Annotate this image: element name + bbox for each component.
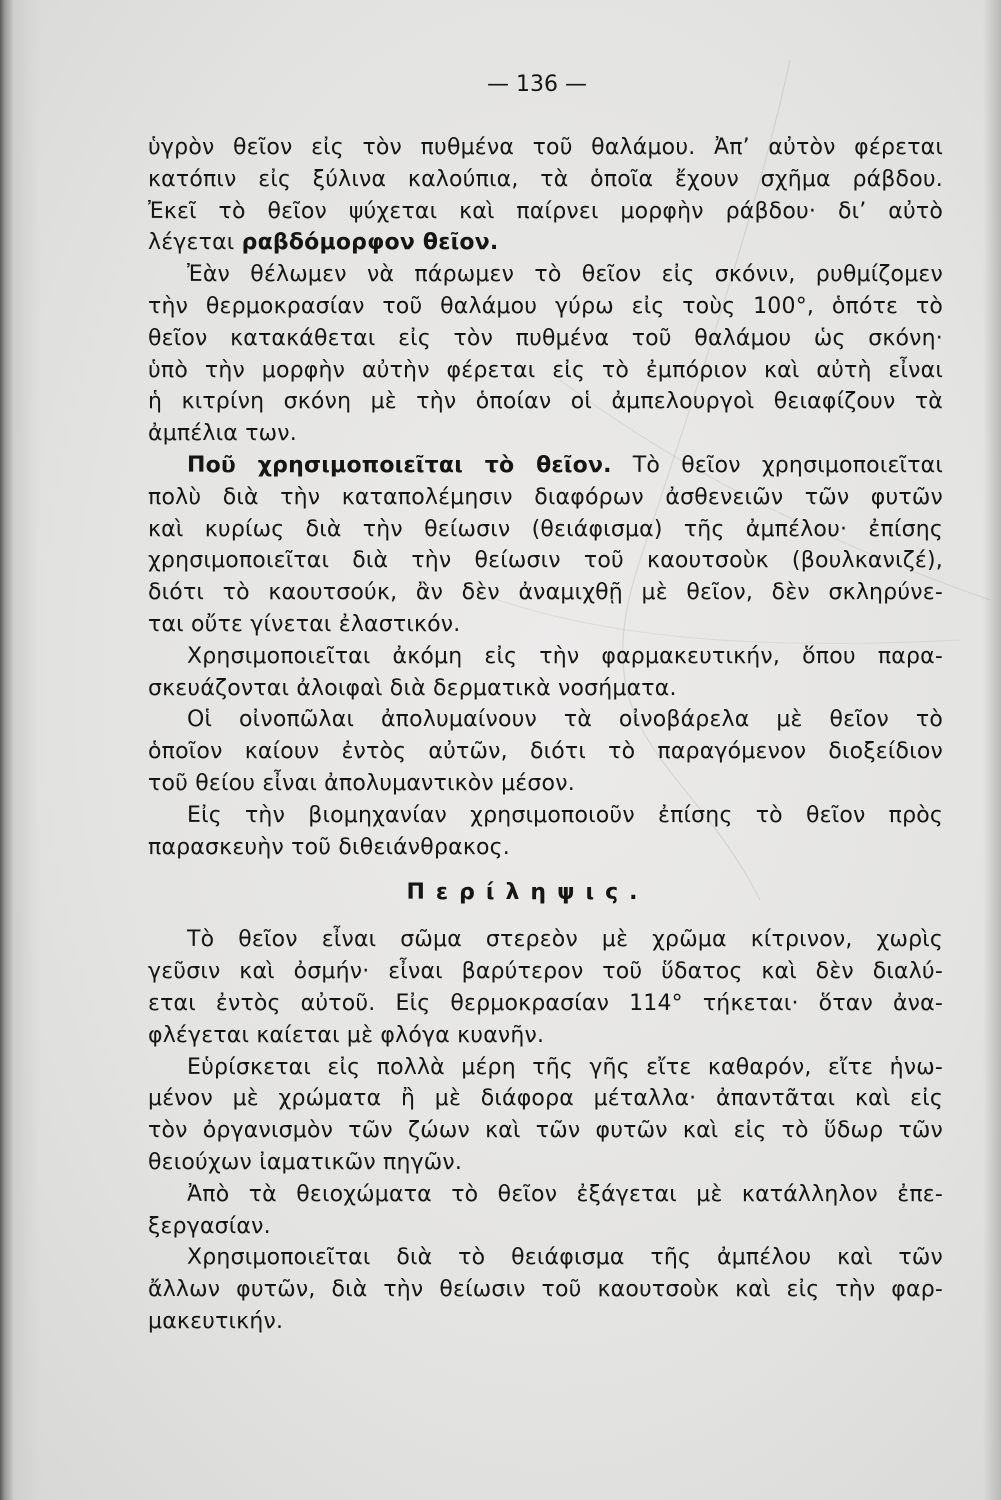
text-line: διότι τὸ καουτσούκ, ἂν δὲν ἀναμιχθῇ μὲ θεῖον, δὲν σκληρύνε- [148, 580, 943, 606]
paragraph [148, 924, 943, 1051]
text-line: ὑπὸ τὴν μορφὴν αὐτὴν φέρεται εἰς τὸ ἐμπόριον καὶ αὐτὴ εἶναι [148, 357, 943, 383]
text-line: γεῦσιν καὶ ὀσμήν· εἶναι βαρύτερον τοῦ ὕδατος καὶ δὲν διαλύ- [148, 959, 943, 985]
text-line: ἀμπέλια των. [148, 421, 297, 447]
emphasized-term: ραβδόμορφον θεῖον. [241, 230, 499, 256]
text-line [148, 227, 943, 259]
text-run: λέγεται [148, 230, 235, 256]
text-line [148, 450, 943, 482]
text-line: τὸν ὀργανισμὸν τῶν ζώων καὶ τῶν φυτῶν καὶ εἰς τὸ ὕδωρ τῶν [148, 1118, 943, 1144]
text-line: ὁποῖον καίουν ἐντὸς αὐτῶν, διότι τὸ παραγόμενον διοξείδιον [148, 739, 943, 765]
text-line: ξεργασίαν. [148, 1213, 271, 1239]
text-line: Χρησιμοποιεῖται διὰ τὸ θειάφισμα τῆς ἀμπέλου καὶ τῶν [187, 1245, 943, 1271]
text-line: κατόπιν εἰς ξύλινα καλούπια, τὰ ὁποῖα ἔχουν σχῆμα ράβδου. [148, 166, 943, 192]
paragraph [148, 132, 943, 259]
text-line: πολὺ διὰ τὴν καταπολέμησιν διαφόρων ἀσθενειῶν τῶν φυτῶν [148, 484, 943, 510]
text-line: τὴν θερμοκρασίαν τοῦ θαλάμου γύρω εἰς τοὺς 100°, ὁπότε τὸ [148, 293, 943, 319]
paragraph [148, 641, 943, 705]
body-text [148, 132, 943, 1338]
text-line: ται οὔτε γίνεται ἐλαστικόν. [148, 611, 461, 637]
text-line: ἄλλων φυτῶν, διὰ τὴν θείωσιν τοῦ καουτσοὺκ καὶ εἰς τὴν φαρ- [148, 1277, 943, 1303]
text-line: θεῖον κατακάθεται εἰς τὸν πυθμένα τοῦ θαλάμου ὡς σκόνη· [148, 325, 943, 351]
text-line: Ἐκεῖ τὸ θεῖον ψύχεται καὶ παίρνει μορφὴν ράβδου· δι’ αὐτὸ [148, 198, 943, 224]
text-run: Τὸ θεῖον χρησιμοποιεῖται [632, 452, 943, 478]
paragraph [148, 800, 943, 864]
text-line: ἡ κιτρίνη σκόνη μὲ τὴν ὁποίαν οἱ ἀμπελουργοὶ θειαφίζουν τὰ [148, 389, 943, 415]
text-line: ὑγρὸν θεῖον εἰς τὸν πυθμένα τοῦ θαλάμου. Ἀπ’ αὐτὸν φέρεται [148, 135, 943, 160]
text-line: Ἐὰν θέλωμεν νὰ πάρωμεν τὸ θεῖον εἰς σκόνιν, ρυθμίζομεν [187, 262, 943, 288]
text-line: παρασκευὴν τοῦ διθειάνθρακος. [148, 834, 510, 860]
text-line: χρησιμοποιεῖται διὰ τὴν θείωσιν τοῦ καουτσοὺκ (βουλκανιζέ), [148, 548, 943, 574]
paragraph [148, 450, 943, 641]
text-line: θειούχων ἰαματικῶν πηγῶν. [148, 1149, 463, 1175]
text-line: μένον μὲ χρώματα ἢ μὲ διάφορα μέταλλα· ἀπαντᾶται καὶ εἰς [148, 1086, 943, 1112]
paragraph [148, 1242, 943, 1337]
text-line: Οἱ οἰνοπῶλαι ἀπολυμαίνουν τὰ οἰνοβάρελα μὲ θεῖον τὸ [187, 707, 943, 733]
text-line: Χρησιμοποιεῖται ἀκόμη εἰς τὴν φαρμακευτικήν, ὅπου παρα- [187, 643, 943, 669]
run-in-heading: Ποῦ χρησιμοποιεῖται τὸ θεῖον. [187, 452, 612, 478]
summary-heading: Περίληψις. [406, 880, 649, 906]
text-line: σκευάζονται ἀλοιφαὶ διὰ δερματικὰ νοσήματα. [148, 675, 677, 701]
paragraph [148, 704, 943, 799]
text-line: μακευτικήν. [148, 1308, 284, 1334]
text-line: Τὸ θεῖον εἶναι σῶμα στερεὸν μὲ χρῶμα κίτρινον, χωρὶς [187, 927, 943, 953]
text-line: Εἰς τὴν βιομηχανίαν χρησιμοποιοῦν ἐπίσης τὸ θεῖον πρὸς [187, 802, 943, 828]
text-line: καὶ κυρίως διὰ τὴν θείωσιν (θειάφισμα) τῆς ἀμπέλου· ἐπίσης [148, 516, 943, 542]
paragraph [148, 1052, 943, 1179]
text-line: φλέγεται καίεται μὲ φλόγα κυανῆν. [148, 1022, 545, 1048]
text-line: τοῦ θείου εἶναι ἀπολυμαντικὸν μέσον. [148, 770, 575, 796]
text-line: εται ἐντὸς αὐτοῦ. Εἰς θερμοκρασίαν 114° τήκεται· ὅταν ἀνα- [148, 990, 943, 1016]
paragraph [148, 1179, 943, 1243]
text-line: Εὑρίσκεται εἰς πολλὰ μέρη τῆς γῆς εἴτε καθαρόν, εἴτε ἡνω- [187, 1054, 943, 1080]
text-line: Ἀπὸ τὰ θειοχώματα τὸ θεῖον ἐξάγεται μὲ κατάλληλον ἐπε- [187, 1181, 943, 1207]
page-number: — 136 — [487, 72, 587, 97]
paragraph [148, 259, 943, 450]
